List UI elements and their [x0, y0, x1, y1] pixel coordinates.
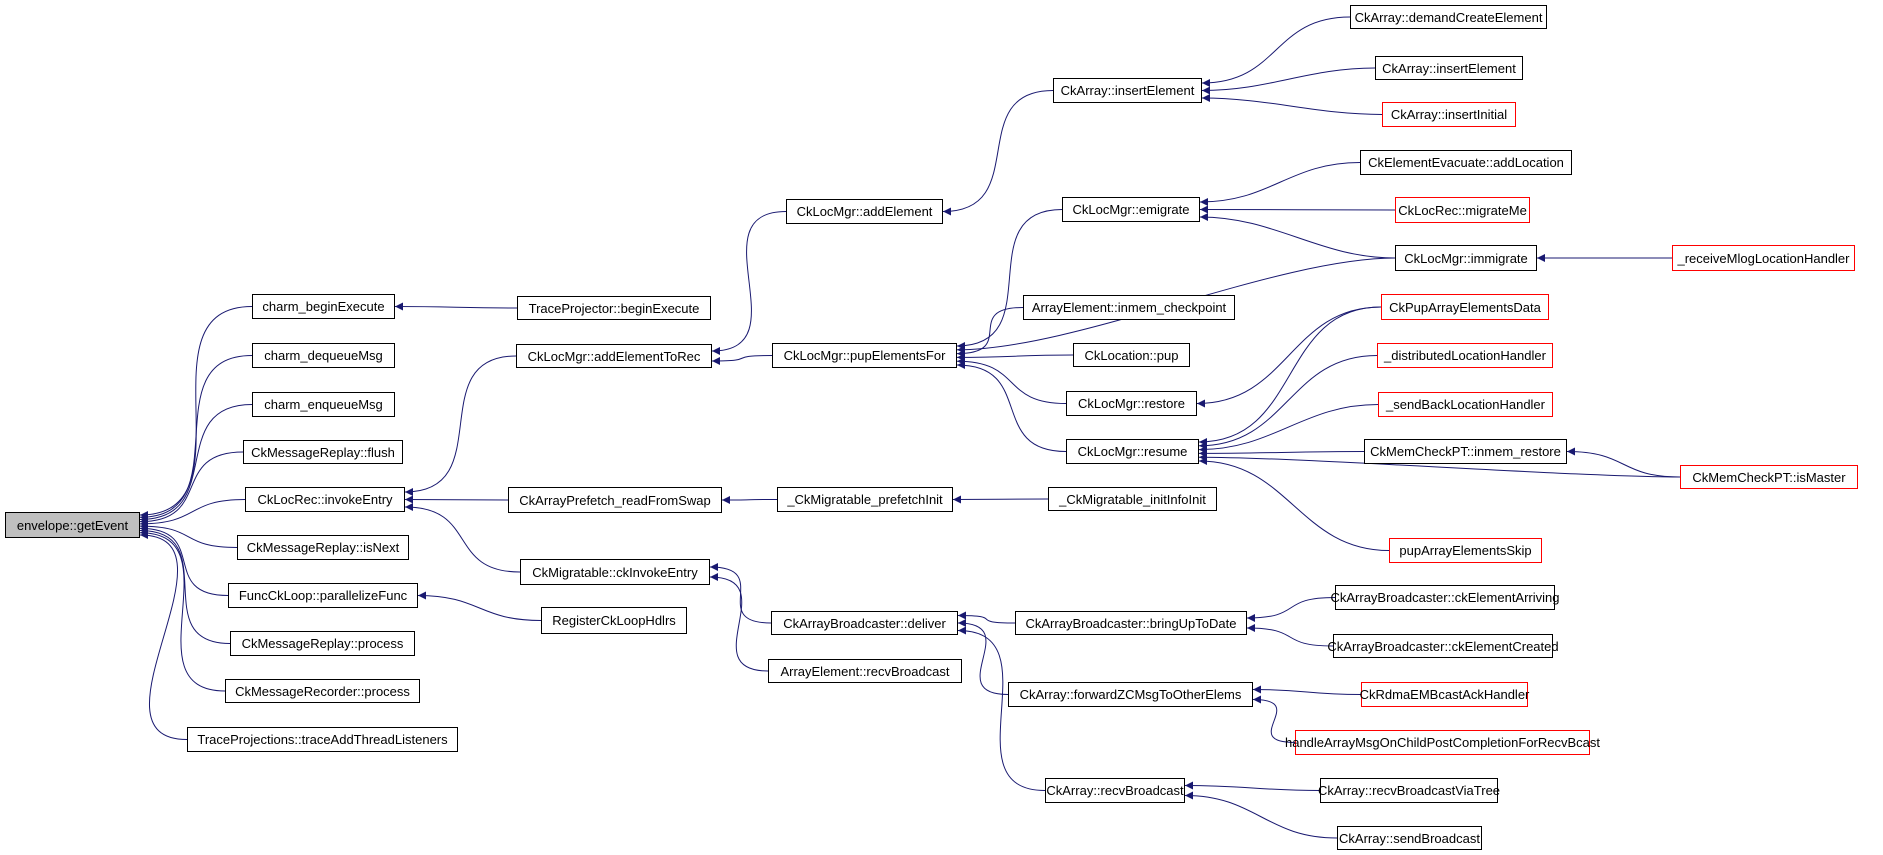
- graph-node-traceBeginExecute[interactable]: TraceProjector::beginExecute: [517, 296, 711, 320]
- graph-node-charm_enqueueMsg[interactable]: charm_enqueueMsg: [252, 392, 395, 417]
- edge-charm_beginExecute-to-getEvent: [140, 307, 252, 516]
- graph-node-emigrate[interactable]: CkLocMgr::emigrate: [1062, 197, 1200, 222]
- edge-emigrate-to-pupElementsFor: [957, 210, 1062, 347]
- edge-invokeEntry-to-getEvent: [140, 500, 245, 524]
- edge-sendBroadcast-to-recvBroadcast: [1185, 796, 1337, 839]
- graph-node-recorderProcess[interactable]: CkMessageRecorder::process: [225, 679, 420, 703]
- edge-traceBeginExecute-to-charm_beginExecute: [395, 307, 517, 309]
- edge-ckRdmaEMBcastAckHandler-to-forwardZC: [1253, 690, 1361, 695]
- graph-node-isNext[interactable]: CkMessageReplay::isNext: [237, 535, 409, 560]
- edge-charm_dequeueMsg-to-getEvent: [140, 356, 252, 518]
- graph-node-ckRdmaEMBcastAckHandler[interactable]: CkRdmaEMBcastAckHandler: [1361, 682, 1528, 707]
- graph-node-distributedLocationHandler[interactable]: _distributedLocationHandler: [1377, 343, 1553, 368]
- edge-readFromSwap-to-invokeEntry: [405, 500, 508, 501]
- graph-node-restore[interactable]: CkLocMgr::restore: [1066, 391, 1197, 416]
- graph-node-demandCreate[interactable]: CkArray::demandCreateElement: [1350, 5, 1547, 29]
- edge-immigrate-to-emigrate: [1200, 217, 1395, 258]
- graph-node-inmemCheckpoint[interactable]: ArrayElement::inmem_checkpoint: [1023, 295, 1235, 320]
- edge-isMaster-to-inmemRestore: [1567, 452, 1680, 478]
- edge-restore-to-pupElementsFor: [957, 361, 1066, 403]
- edge-registerCkLoopHdlrs-to-parallelizeFunc: [418, 596, 541, 621]
- graph-node-sendBroadcast[interactable]: CkArray::sendBroadcast: [1337, 826, 1482, 850]
- edge-flush-to-getEvent: [140, 452, 243, 522]
- graph-node-resume[interactable]: CkLocMgr::resume: [1066, 439, 1199, 464]
- graph-node-insertElement[interactable]: CkArray::insertElement: [1053, 78, 1202, 103]
- graph-node-flush[interactable]: CkMessageReplay::flush: [243, 440, 403, 464]
- edge-recorderProcess-to-getEvent: [140, 533, 225, 691]
- edge-demandCreate-to-insertElement: [1202, 17, 1350, 83]
- edge-ckPupArrayElementsData-to-resume: [1199, 307, 1381, 442]
- graph-node-insertElement2[interactable]: CkArray::insertElement: [1375, 56, 1523, 80]
- graph-node-ckElementCreated[interactable]: CkArrayBroadcaster::ckElementCreated: [1333, 634, 1553, 658]
- edge-insertElement-to-addElement: [943, 91, 1053, 212]
- graph-node-pupArrayElementsSkip[interactable]: pupArrayElementsSkip: [1389, 538, 1542, 563]
- graph-node-initInfoInit[interactable]: _CkMigratable_initInfoInit: [1048, 487, 1217, 511]
- graph-node-isMaster[interactable]: CkMemCheckPT::isMaster: [1680, 465, 1858, 489]
- edge-recvBroadcastElem-to-ckInvokeEntry: [710, 577, 768, 671]
- graph-node-registerCkLoopHdlrs[interactable]: RegisterCkLoopHdlrs: [541, 607, 687, 634]
- edge-traceAdd-to-getEvent: [140, 535, 187, 740]
- edge-pupElementsFor-to-addElementToRec: [712, 356, 772, 362]
- edge-ckInvokeEntry-to-invokeEntry: [405, 507, 520, 572]
- edge-deliver-to-ckInvokeEntry: [710, 567, 771, 623]
- graph-node-deliver[interactable]: CkArrayBroadcaster::deliver: [771, 611, 958, 635]
- graph-node-traceAdd[interactable]: TraceProjections::traceAddThreadListeners: [187, 727, 458, 752]
- graph-node-insertInitial[interactable]: CkArray::insertInitial: [1382, 102, 1516, 127]
- graph-node-sendBackLocationHandler[interactable]: _sendBackLocationHandler: [1378, 392, 1553, 417]
- graph-node-recvBroadcastViaTree[interactable]: CkArray::recvBroadcastViaTree: [1320, 778, 1498, 803]
- graph-node-ckInvokeEntry[interactable]: CkMigratable::ckInvokeEntry: [520, 559, 710, 585]
- edge-insertElement2-to-insertElement: [1202, 68, 1375, 91]
- edge-recvBroadcast-to-deliver: [958, 631, 1045, 791]
- graph-node-addElementToRec[interactable]: CkLocMgr::addElementToRec: [516, 344, 712, 368]
- graph-node-charm_dequeueMsg[interactable]: charm_dequeueMsg: [252, 343, 395, 368]
- edge-migrateMe-to-emigrate: [1200, 210, 1395, 211]
- graph-node-getEvent: envelope::getEvent: [5, 512, 140, 538]
- graph-node-migrateMe[interactable]: CkLocRec::migrateMe: [1395, 197, 1530, 223]
- edge-ckPupArrayElementsData-to-restore: [1197, 307, 1381, 404]
- graph-node-charm_beginExecute[interactable]: charm_beginExecute: [252, 294, 395, 319]
- graph-node-invokeEntry[interactable]: CkLocRec::invokeEntry: [245, 487, 405, 512]
- edge-ckElementArriving-to-bringUpToDate: [1247, 598, 1335, 619]
- edge-distributedLocationHandler-to-resume: [1199, 356, 1377, 446]
- edge-evacAddLocation-to-emigrate: [1200, 163, 1360, 203]
- graph-node-recvBroadcast[interactable]: CkArray::recvBroadcast: [1045, 778, 1185, 803]
- graph-node-replayProcess[interactable]: CkMessageReplay::process: [230, 631, 415, 656]
- graph-node-forwardZC[interactable]: CkArray::forwardZCMsgToOtherElems: [1008, 682, 1253, 707]
- graph-node-pupElementsFor[interactable]: CkLocMgr::pupElementsFor: [772, 343, 957, 368]
- edge-charm_enqueueMsg-to-getEvent: [140, 405, 252, 520]
- edge-addElement-to-addElementToRec: [712, 212, 786, 352]
- graph-node-readFromSwap[interactable]: CkArrayPrefetch_readFromSwap: [508, 487, 722, 513]
- edge-inmemRestore-to-resume: [1199, 452, 1364, 454]
- edge-parallelizeFunc-to-getEvent: [140, 528, 228, 595]
- edge-isNext-to-getEvent: [140, 526, 237, 547]
- edge-sendBackLocationHandler-to-resume: [1199, 405, 1378, 450]
- edge-inmemCheckpoint-to-pupElementsFor: [957, 308, 1023, 354]
- edge-recvBroadcastViaTree-to-recvBroadcast: [1185, 786, 1320, 791]
- graph-node-ckPupArrayElementsData[interactable]: CkPupArrayElementsData: [1381, 294, 1549, 320]
- graph-node-prefetchInit[interactable]: _CkMigratable_prefetchInit: [777, 487, 953, 512]
- edge-bringUpToDate-to-deliver: [958, 616, 1015, 624]
- graph-node-locationPup[interactable]: CkLocation::pup: [1073, 343, 1190, 367]
- edge-forwardZC-to-deliver: [958, 623, 1008, 695]
- edge-initInfoInit-to-prefetchInit: [953, 499, 1048, 500]
- edge-insertInitial-to-insertElement: [1202, 98, 1382, 115]
- graph-node-parallelizeFunc[interactable]: FuncCkLoop::parallelizeFunc: [228, 583, 418, 608]
- graph-node-bringUpToDate[interactable]: CkArrayBroadcaster::bringUpToDate: [1015, 611, 1247, 635]
- graph-node-immigrate[interactable]: CkLocMgr::immigrate: [1395, 245, 1537, 271]
- edge-resume-to-pupElementsFor: [957, 365, 1066, 452]
- edge-ckElementCreated-to-bringUpToDate: [1247, 628, 1333, 646]
- graph-node-ckElementArriving[interactable]: CkArrayBroadcaster::ckElementArriving: [1335, 585, 1555, 610]
- graph-node-addElement[interactable]: CkLocMgr::addElement: [786, 199, 943, 224]
- graph-node-recvBroadcastElem[interactable]: ArrayElement::recvBroadcast: [768, 659, 962, 683]
- edge-pupArrayElementsSkip-to-resume: [1199, 461, 1389, 551]
- graph-node-receiveMlogLocationHandler[interactable]: _receiveMlogLocationHandler: [1672, 245, 1855, 271]
- edge-prefetchInit-to-readFromSwap: [722, 500, 777, 501]
- graph-node-evacAddLocation[interactable]: CkElementEvacuate::addLocation: [1360, 150, 1572, 175]
- edge-replayProcess-to-getEvent: [140, 531, 230, 644]
- graph-node-inmemRestore[interactable]: CkMemCheckPT::inmem_restore: [1364, 439, 1567, 464]
- graph-node-handleArrayMsg[interactable]: handleArrayMsgOnChildPostCompletionForRecvBcast: [1295, 730, 1590, 755]
- edge-locationPup-to-pupElementsFor: [957, 355, 1073, 357]
- edge-addElementToRec-to-invokeEntry: [405, 356, 516, 492]
